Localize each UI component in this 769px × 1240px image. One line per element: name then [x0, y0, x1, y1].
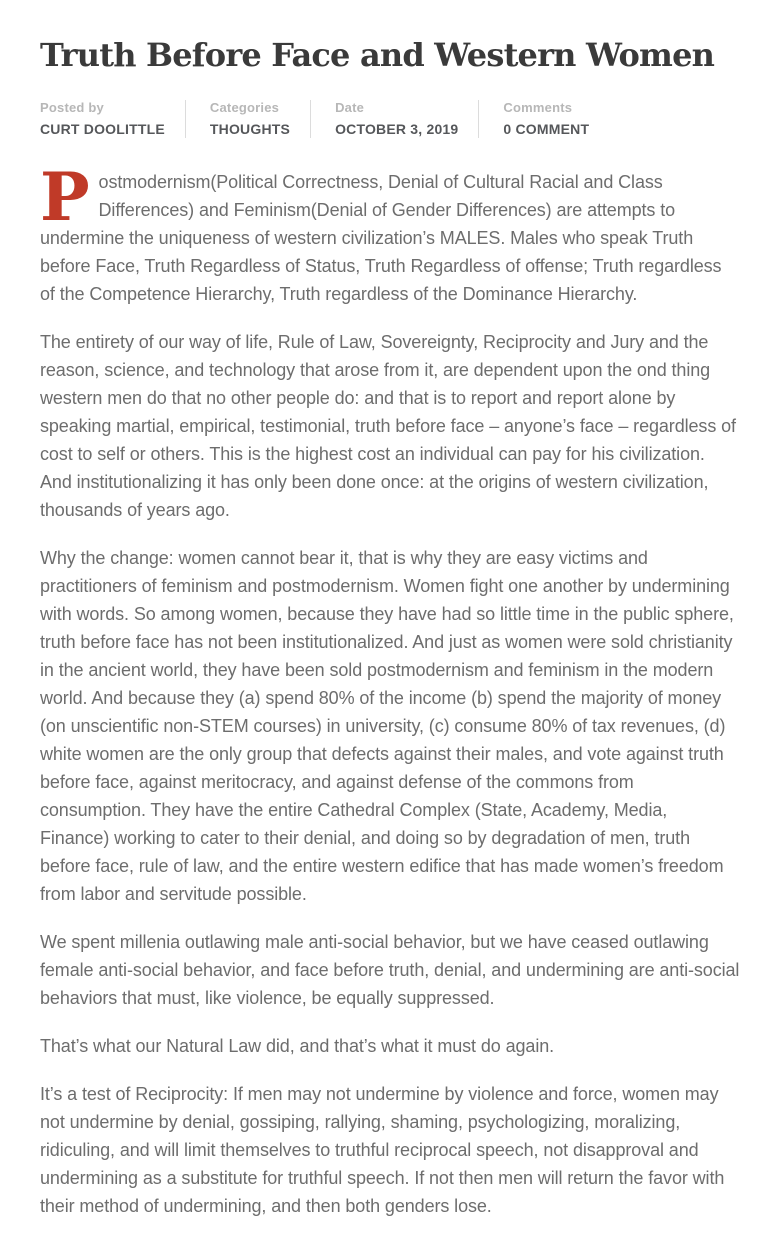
paragraph: We spent millenia outlawing male anti-social behavior, but we have ceased outlawing female anti-social behavior, and face before truth, denial, and undermining are anti-social behaviors that must, like violence, be equally suppressed.: [40, 931, 740, 1008]
categories-label: Categories: [209, 100, 280, 116]
paragraph: That’s what our Natural Law did, and that’s what it must do again.: [40, 1035, 555, 1056]
categories-value: THOUGHTS: [209, 120, 291, 137]
article-body: [40, 157, 740, 1220]
posted-by-label: Posted by: [40, 100, 104, 116]
date-value: OCTOBER 3, 2019: [335, 120, 459, 137]
drop-cap: P: [40, 157, 90, 236]
paragraph: It’s a test of Reciprocity: If men may not undermine by violence and force, women may not undermine by denial, gossiping, rallying, shaming, psychologizing, moralizing, ridiculing, and will limit themselves to truthful reciprocal speech, not disapproval and undermining as a substitute for truthful speech. If not then men will return the favor with their method of undermining, and then both genders lose.: [40, 1083, 725, 1216]
meta-posted-by: [40, 100, 186, 137]
posted-by-value: CURT DOOLITTLE: [40, 120, 165, 137]
paragraph-text: ostmodernism(Political Correctness, Denial of Cultural Racial and Class Differences) and Feminism(Denial of Gender Differences) are attempts to undermine the uniqueness of western civilization’s MALES. Males who speak Truth before Face, Truth Regardless of Status, Truth Regardless of offense; Truth regardless of the Competence Hierarchy, Truth regardless of the Dominance Hierarchy.: [40, 171, 722, 304]
meta-date: [311, 100, 479, 137]
comments-value: 0 COMMENT: [503, 120, 590, 137]
page-title: Truth Before Face and Western Women: [40, 36, 715, 74]
paragraph: [40, 157, 740, 308]
paragraph: The entirety of our way of life, Rule of Law, Sovereignty, Reciprocity and Jury and the reason, science, and technology that arose from it, are dependent upon the ond thing western men do that no other people do: and that is to report and report alone by speaking martial, empirical, testimonial, truth before face – anyone’s face – regardless of cost to self or others. This is the highest cost an individual can pay for his civilization. And institutionalizing it has only been done once: at the origins of western civilization, thousands of years ago.: [40, 331, 736, 520]
comments-label: Comments: [503, 100, 573, 116]
date-label: Date: [335, 100, 365, 116]
post-meta-bar: [40, 100, 740, 137]
meta-comments: [479, 100, 609, 137]
meta-categories: [186, 100, 311, 137]
paragraph: Why the change: women cannot bear it, that is why they are easy victims and practitioners of feminism and postmodernism. Women fight one another by undermining with words. So among women, because they have had so little time in the public sphere, truth before face has not been institutionalized. And just as women were sold christianity in the ancient world, they have been sold postmodernism and feminism in the modern world. And because they (a) spend 80% of the income (b) spend the majority of money (on unscientific non-STEM courses) in university, (c) consume 80% of tax revenues, (d) white women are the only group that defects against their males, and vote against truth before face, against meritocracy, and against defense of the commons from consumption. They have the entire Cathedral Complex (State, Academy, Media, Finance) working to cater to their denial, and doing so by degradation of men, truth before face, rule of law, and the entire western edifice that has made women’s freedom from labor and servitude possible.: [40, 547, 734, 904]
